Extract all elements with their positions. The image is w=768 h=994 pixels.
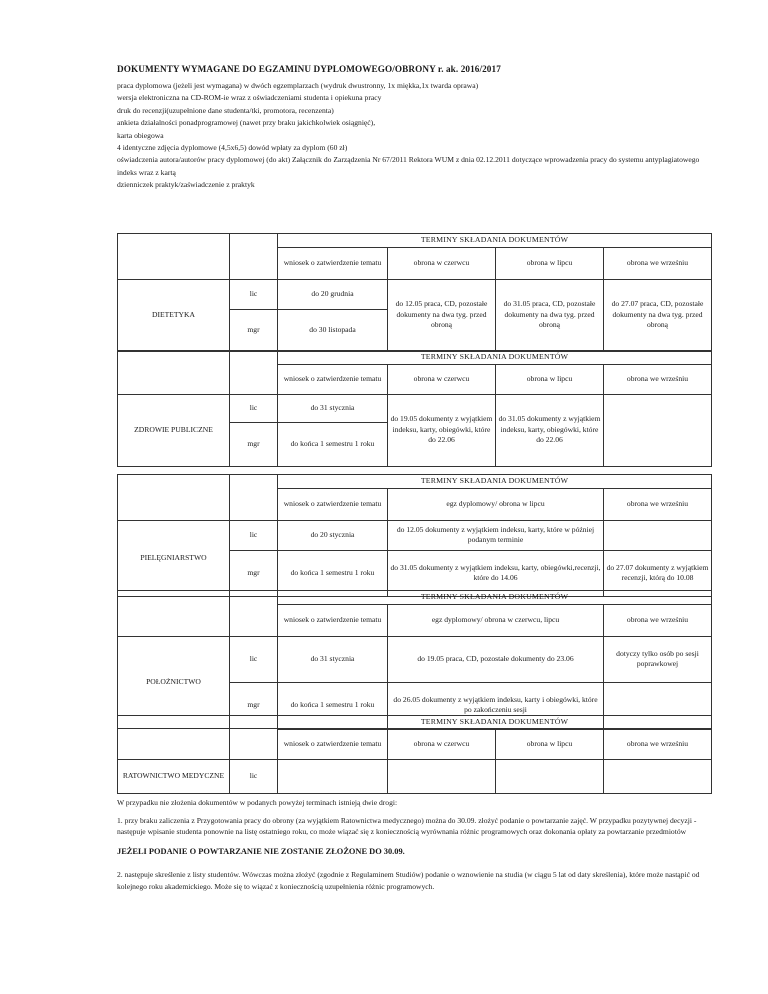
lic-september-deadline [604, 520, 712, 550]
level-lic: lic [230, 636, 278, 682]
mgr-july-deadline: do 31.05 dokumenty z wyjątkiem indeksu, karty, obiegówki,recenzji, które do 14.06 [388, 550, 604, 596]
level-lic: lic [230, 759, 278, 793]
lic-wniosek: do 20 stycznia [278, 520, 388, 550]
mgr-wniosek: do 30 listopada [278, 309, 388, 351]
ratownictwo-table [117, 715, 712, 794]
level-lic: lic [230, 394, 278, 422]
mgr-september-deadline: do 27.07 dokumenty z wyjątkiem recenzji, którą do 10.08 [604, 550, 712, 596]
lic-wniosek: do 31 stycznia [278, 636, 388, 682]
footer-heading: JEŻELI PODANIE O POWTARZANIE NIE ZOSTANIE ZŁOŻONE DO 30.09. [117, 846, 405, 856]
exam-header: egz dyplomowy/ obrona w lipcu [388, 488, 604, 520]
level-mgr: mgr [230, 422, 278, 466]
requirement-item: ankieta działalności ponadprogramowej (nawet przy braku jakichkolwiek osiągnięć), [117, 118, 376, 128]
mgr-wniosek: do końca 1 semestru 1 roku [278, 682, 388, 728]
level-mgr: mgr [230, 682, 278, 728]
july-header: obrona w lipcu [496, 247, 604, 279]
exam-header: egz dyplomowy/ obrona w czerwcu, lipcu [388, 604, 604, 636]
footer-intro: W przypadku nie złożenia dokumentów w podanych powyżej terminach istnieją dwie drogi: [117, 798, 398, 807]
june-header: obrona w czerwcu [388, 729, 496, 759]
footer-point-1: 1. przy braku zaliczenia z Przygotowania pracy do obrony (za wyjątkiem Ratownictwa medycznego) można do 30.09. złożyć podanie o powtarzanie zajęć. W przypadku pozytywnej decyzji - następuje wpisanie studenta ponownie na listę ostatniego roku, co może wiązać się z koniecznością wyrównania różnic programowych oraz dokonania opłaty za powtarzanie przedmiotów [117, 815, 697, 836]
level-lic: lic [230, 279, 278, 309]
lic-july-deadline: do 12.05 dokumenty z wyjątkiem indeksu, karty, które w później podanym terminie [388, 520, 604, 550]
level-mgr: mgr [230, 550, 278, 596]
requirement-item: praca dyplomowa (jeżeli jest wymagana) w dwóch egzemplarzach (wydruk dwustronny, 1x miękka,1x twarda oprawa) [117, 81, 479, 90]
september-deadline [604, 759, 712, 793]
field-name: PIELĘGNIARSTWO [118, 520, 230, 596]
september-header: obrona we wrześniu [604, 604, 712, 636]
terms-header: TERMINY SKŁADANIA DOKUMENTÓW [278, 475, 712, 489]
requirement-item: dzienniczek praktyk/zaświadczenie z praktyk [117, 180, 255, 190]
lic-september-note: dotyczy tylko osób po sesji poprawkowej [604, 636, 712, 682]
requirement-item: wersja elektroniczna na CD-ROM-ie wraz z oświadczeniami studenta i opiekuna pracy [117, 93, 382, 103]
wniosek-header: wniosek o zatwierdzenie tematu [278, 364, 388, 394]
july-header: obrona w lipcu [496, 364, 604, 394]
requirements-list [117, 80, 711, 192]
june-deadline: do 19.05 dokumenty z wyjątkiem indeksu, karty, obiegówki, które do 22.06 [388, 394, 496, 466]
level-lic: lic [230, 520, 278, 550]
june-deadline [388, 759, 496, 793]
june-header: obrona w czerwcu [388, 247, 496, 279]
poloznictwo-table [117, 590, 712, 729]
terms-header: TERMINY SKŁADANIA DOKUMENTÓW [278, 234, 712, 248]
september-header: obrona we wrześniu [604, 247, 712, 279]
requirement-item: 4 identyczne zdjęcia dyplomowe (4,5x6,5) dowód wpłaty za dyplom (60 zł) [117, 143, 348, 153]
footer-point-2: 2. następuje skreślenie z listy studentów. Wówczas można złożyć (zgodnie z Regulaminem Studiów) podanie o wznowienie na studia (w ciągu 5 lat od daty skreślenia), które może nastąpić od kolejnego roku akademickiego. Może się to wiązać z koniecznością uzupełnienia różnic programowych. [117, 870, 700, 891]
mgr-wniosek: do końca 1 semestru 1 roku [278, 422, 388, 466]
mgr-wniosek: do końca 1 semestru 1 roku [278, 550, 388, 596]
pielegniarstwo-table [117, 474, 712, 597]
lic-exam-deadline: do 19.05 praca, CD, pozostałe dokumenty do 23.06 [388, 636, 604, 682]
september-deadline: do 27.07 praca, CD, pozostałe dokumenty na dwa tyg. przed obroną [604, 279, 712, 351]
september-header: obrona we wrześniu [604, 364, 712, 394]
footer-notes [117, 797, 711, 898]
july-deadline [496, 759, 604, 793]
wniosek-header: wniosek o zatwierdzenie tematu [278, 729, 388, 759]
field-name: DIETETYKA [118, 279, 230, 351]
terms-header: TERMINY SKŁADANIA DOKUMENTÓW [278, 591, 712, 605]
september-header: obrona we wrześniu [604, 488, 712, 520]
lic-wniosek: do 20 grudnia [278, 279, 388, 309]
september-header: obrona we wrześniu [604, 729, 712, 759]
lic-wniosek [278, 759, 388, 793]
field-name: ZDROWIE PUBLICZNE [118, 394, 230, 466]
requirement-item: druk do recenzji(uzupełnione dane studenta/tki, promotora, recenzenta) [117, 105, 334, 115]
july-deadline: do 31.05 dokumenty z wyjątkiem indeksu, karty, obiegówki, które do 22.06 [496, 394, 604, 466]
wniosek-header: wniosek o zatwierdzenie tematu [278, 488, 388, 520]
terms-header: TERMINY SKŁADANIA DOKUMENTÓW [278, 716, 712, 730]
field-name: POŁOŻNICTWO [118, 636, 230, 728]
july-header: obrona w lipcu [496, 729, 604, 759]
lic-wniosek: do 31 stycznia [278, 394, 388, 422]
july-deadline: do 31.05 praca, CD, pozostałe dokumenty na dwa tyg. przed obroną [496, 279, 604, 351]
wniosek-header: wniosek o zatwierdzenie tematu [278, 604, 388, 636]
zdrowie-table [117, 350, 712, 467]
dietetyka-table [117, 233, 712, 352]
level-mgr: mgr [230, 309, 278, 351]
june-header: obrona w czerwcu [388, 364, 496, 394]
page-title: DOKUMENTY WYMAGANE DO EGZAMINU DYPLOMOWEGO/OBRONY r. ak. 2016/2017 [117, 64, 501, 74]
september-deadline [604, 394, 712, 466]
june-deadline: do 12.05 praca, CD, pozostałe dokumenty na dwa tyg. przed obroną [388, 279, 496, 351]
wniosek-header: wniosek o zatwierdzenie tematu [278, 247, 388, 279]
mgr-exam-deadline: do 26.05 dokumenty z wyjątkiem indeksu, karty i obiegówki, które po zakończeniu sesji [388, 682, 604, 728]
terms-header: TERMINY SKŁADANIA DOKUMENTÓW [278, 351, 712, 365]
requirement-item: karta obiegowa [117, 130, 164, 140]
field-name: RATOWNICTWO MEDYCZNE [118, 759, 230, 793]
requirement-item: oświadczenia autora/autorów pracy dyplomowej (do akt) Załącznik do Zarządzenia Nr 67/2011 Rektora WUM z dnia 02.12.2011 dotyczące wprowadzenia pracy do systemu antyplagiatowego indeks wraz z kartą [117, 155, 700, 177]
